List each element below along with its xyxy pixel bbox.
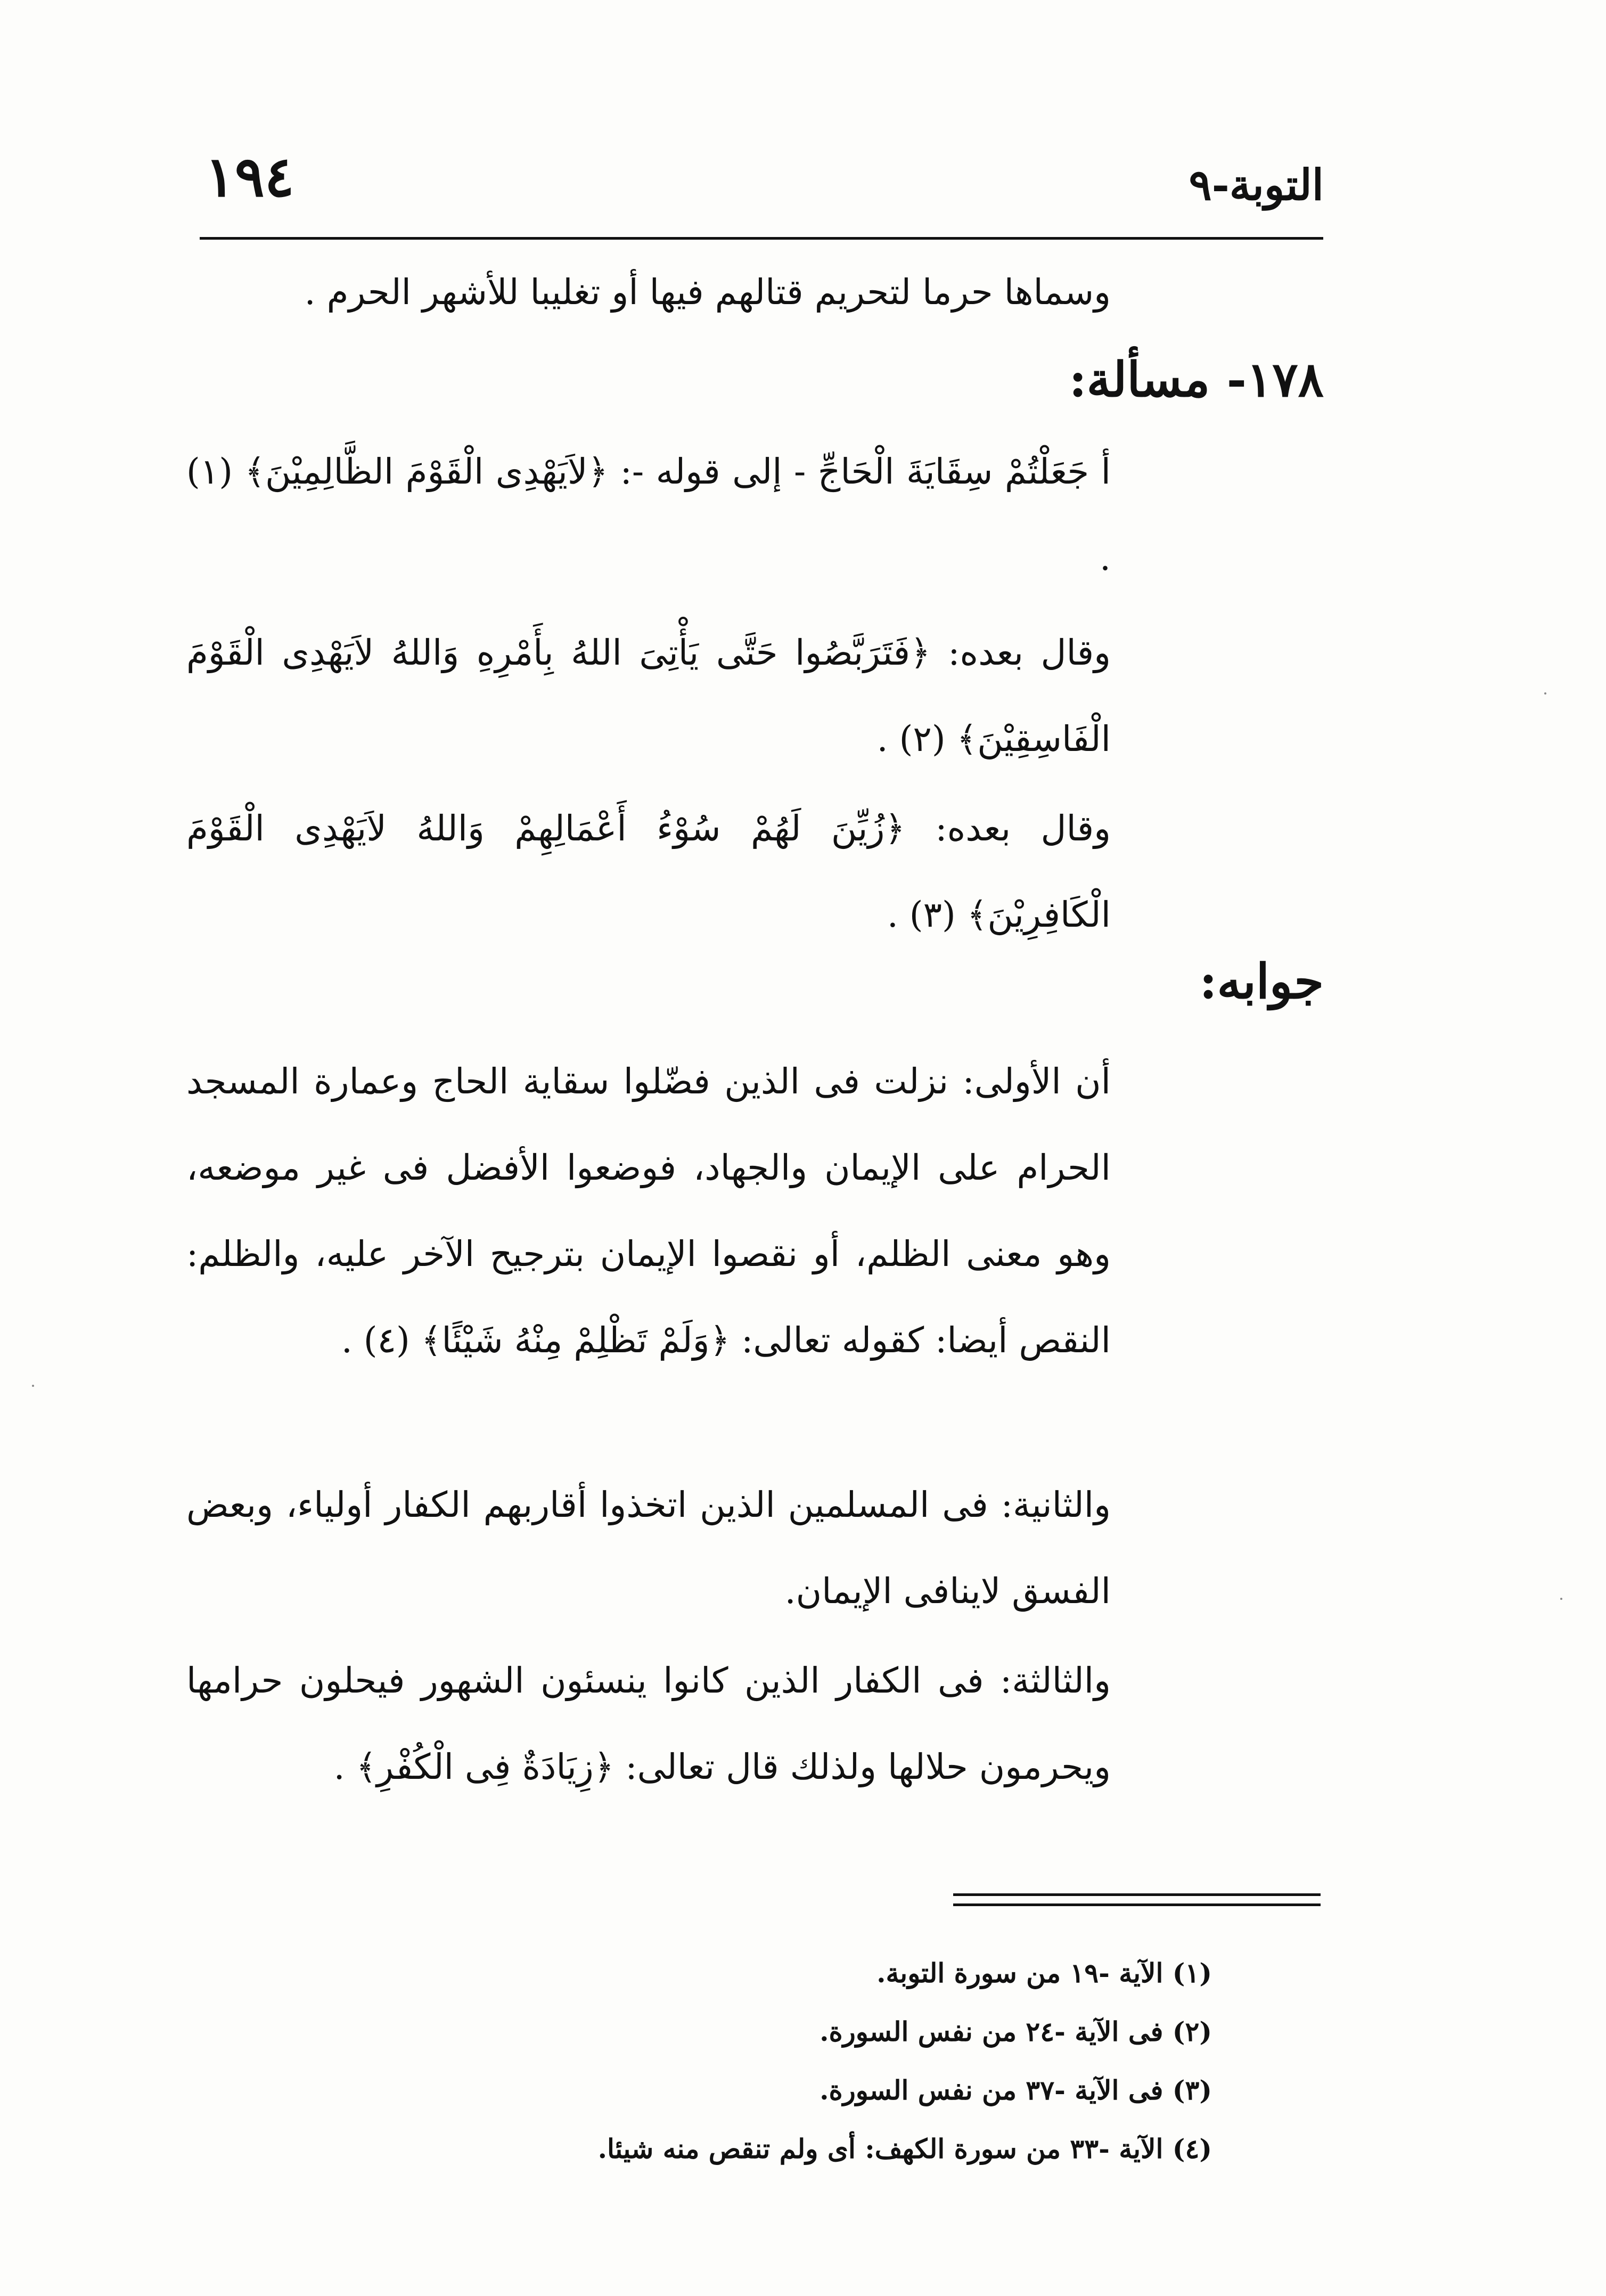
scan-speck <box>1560 1598 1562 1600</box>
question-heading: ١٧٨- مسألة: <box>1069 352 1324 408</box>
footnote-1: (١) الآية -١٩ من سورة التوبة. <box>876 1957 1212 1989</box>
answer-heading: جوابه: <box>1199 953 1324 1010</box>
question-paragraph-3: وقال بعده: ﴿زُيِّنَ لَهُمْ سُوْءُ أَعْمَالِهِمْ وَاللهُ لاَيَهْدِى الْقَوْمَ الْكَافِرِيْنَ﴾ (٣) . <box>186 808 1111 935</box>
footnote-separator <box>953 1893 1321 1906</box>
footnote-2: (٢) فى الآية -٢٤ من نفس السورة. <box>820 2016 1212 2047</box>
question-paragraph-2: وقال بعده: ﴿فَتَرَبَّصُوا حَتَّى يَأْتِىَ اللهُ بِأَمْرِهِ وَاللهُ لاَيَهْدِى الْقَوْمَ الْفَاسِقِيْنَ﴾ (٢) . <box>186 632 1111 759</box>
header-rule <box>200 237 1323 240</box>
running-head: التوبة-٩ <box>1189 160 1324 210</box>
scan-speck <box>32 1385 34 1387</box>
intro-line: وسماها حرما لتحريم قتالهم فيها أو تغليبا للأشهر الحرم . <box>304 272 1111 313</box>
scan-speck <box>1544 692 1546 694</box>
footnote-3: (٣) فى الآية -٣٧ من نفس السورة. <box>820 2074 1212 2106</box>
answer-paragraph-3: والثالثة: فى الكفار الذين كانوا ينسئون الشهور فيحلون حرامها ويحرمون حلالها ولذلك قال تعالى: ﴿زِيَادَةٌ فِى الْكُفْرِ﴾ . <box>186 1660 1111 1787</box>
page-number: ١٩٤ <box>205 144 294 209</box>
answer-paragraph-1: أن الأولى: نزلت فى الذين فضّلوا سقاية الحاج وعمارة المسجد الحرام على الإيمان والجهاد، فوضعوا الأفضل فى غير موضعه، وهو معنى الظلم، أو نقصوا الإيمان بترجيح الآخر عليه، والظلم: النقص أيضا: كقوله تعالى: ﴿وَلَمْ تَظْلِمْ مِنْهُ شَيْئًا﴾ (٤) . <box>186 1061 1111 1361</box>
question-paragraph-1: أ جَعَلْتُمْ سِقَايَةَ الْحَاجِّ - إلى قوله -: ﴿لاَيَهْدِى الْقَوْمَ الظَّالِمِيْنَ﴾ (١) . <box>186 451 1111 578</box>
footnote-4: (٤) الآية -٣٣ من سورة الكهف: أى ولم تنقص منه شيئا. <box>597 2133 1212 2164</box>
footnotes <box>598 1944 1212 2178</box>
answer-paragraph-2: والثانية: فى المسلمين الذين اتخذوا أقاربهم الكفار أولياء، وبعض الفسق لاينافى الإيمان. <box>186 1484 1111 1612</box>
